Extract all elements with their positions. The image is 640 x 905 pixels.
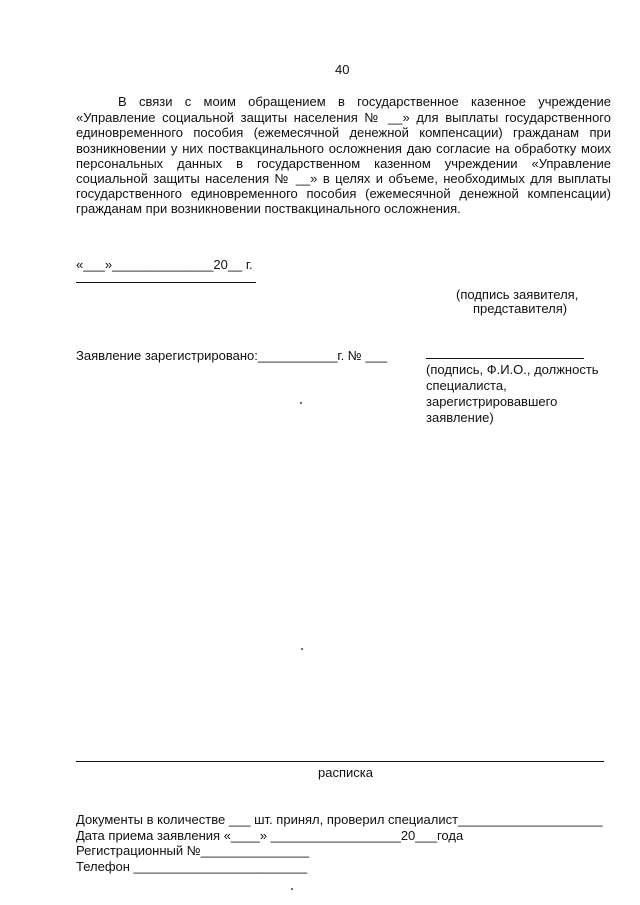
- date-line: «___»______________20__ г.: [76, 257, 253, 272]
- paragraph-line: «Управление социальной защиты населения № __» для выплаты государственного: [76, 110, 611, 125]
- specialist-signature-line: [426, 358, 584, 359]
- specialist-caption-line: (подпись, Ф.И.О., должность: [426, 362, 599, 377]
- paragraph-line: гражданам при возникновении поствакцинального осложнения.: [76, 201, 461, 216]
- registration-line: Заявление зарегистрировано:___________г. № ___: [76, 348, 388, 363]
- specialist-caption-line: зарегистрировавшего: [426, 394, 558, 409]
- specialist-caption-line: специалиста,: [426, 378, 507, 393]
- paragraph-line: единовременного пособия (ежемесячной денежной компенсации) гражданам при: [76, 125, 611, 140]
- receipt-line: Телефон ________________________: [76, 859, 308, 874]
- page-number: 40: [335, 62, 350, 77]
- receipt-line: Регистрационный №_______________: [76, 843, 310, 858]
- paragraph-line: государственного единовременного пособия (ежемесячной денежной компенсации): [76, 186, 611, 201]
- scan-speck: [301, 648, 303, 650]
- applicant-signature-line: [76, 282, 256, 283]
- scan-speck: [300, 402, 302, 404]
- paragraph-line: В связи с моим обращением в государственное казенное учреждение: [118, 94, 611, 109]
- receipt-title: расписка: [318, 765, 373, 780]
- paragraph-line: персональных данных в государственном казенном учреждении «Управление: [76, 156, 611, 171]
- receipt-cut-line: [76, 761, 604, 762]
- applicant-signature-caption: (подпись заявителя,: [456, 287, 579, 302]
- scan-speck: [291, 888, 293, 890]
- receipt-line: Документы в количестве ___ шт. принял, проверил специалист____________________: [76, 812, 603, 827]
- paragraph-line: возникновении у них поствакцинального осложнения даю согласие на обработку моих: [76, 141, 611, 156]
- receipt-line: Дата приема заявления «____» __________________20___года: [76, 828, 464, 843]
- specialist-caption-line: заявление): [426, 410, 494, 425]
- paragraph-line: социальной защиты населения № __» в целях и объеме, необходимых для выплаты: [76, 171, 611, 186]
- applicant-signature-caption: представителя): [473, 301, 568, 316]
